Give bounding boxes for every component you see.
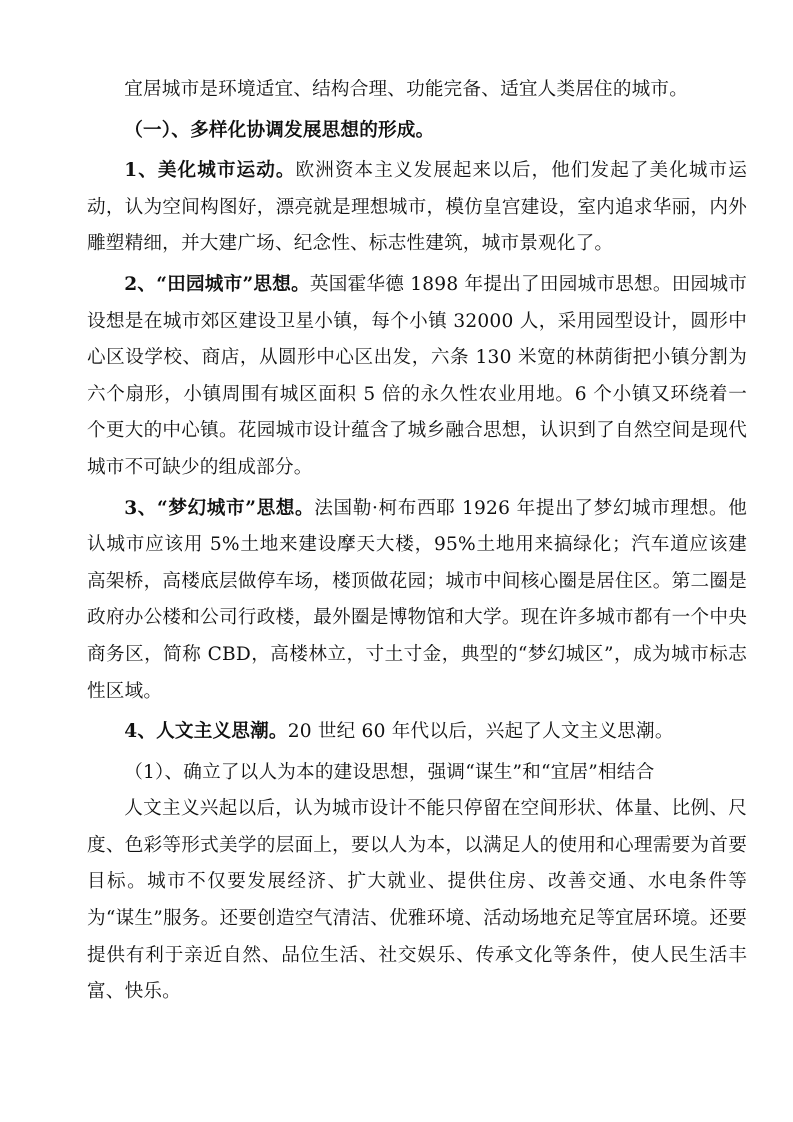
item-paragraph-4	[87, 714, 747, 751]
intro-paragraph: 宜居城市是环境适宜、结构合理、功能完备、适宜人类居住的城市。	[124, 79, 689, 100]
item-heading-2: 2、“田园城市”思想。	[124, 273, 310, 295]
item-text-4: 20 世纪 60 年代以后，兴起了人文主义思潮。	[287, 721, 674, 743]
item-paragraph-1	[87, 153, 747, 263]
closing-paragraph: 人文主义兴起以后，认为城市设计不能只停留在空间形状、体量、比例、尺度、色彩等形式美学的层面上，要以人为本，以满足人的使用和心理需要为首要目标。城市不仅要发展经济、扩大就业、提供住房、改善交通、水电条件等为“谋生”服务。还要创造空气清洁、优雅环境、活动场地充足等宜居环境。还要提供有利于亲近自然、品位生活、社交娱乐、传承文化等条件，使人民生活丰富、快乐。	[87, 798, 747, 1003]
item-text-2: 英国霍华德 1898 年提出了田园城市思想。田园城市设想是在城市郊区建设卫星小镇，每个小镇 32000 人，采用园型设计，圆形中心区设学校、商店，从圆形中心区出发，六条 130 米宽的林荫街把小镇分割为六个扇形，小镇周围有城区面积 5 倍的永久性农业用地。6 个小镇又环绕着一个更大的中心镇。花园城市设计蕴含了城乡融合思想，认识到了自然空间是现代城市不可缺少的组成部分。	[87, 273, 747, 478]
item-heading-4: 4、人文主义思潮。	[124, 721, 288, 743]
item-paragraph-3	[87, 491, 747, 711]
item-heading-1: 1、美化城市运动。	[124, 160, 296, 182]
item-heading-3: 3、“梦幻城市”思想。	[124, 497, 315, 519]
item-text-1: 欧洲资本主义发展起来以后，他们发起了美化城市运动，认为空间构图好，漂亮就是理想城市，模仿皇宫建设，室内追求华丽，内外雕塑精细，并大建广场、纪念性、标志性建筑，城市景观化了。	[87, 160, 747, 255]
document-page	[87, 72, 747, 1011]
subsection-title: （1）、确立了以人为本的建设思想，强调“谋生”和“宜居”相结合	[124, 761, 655, 783]
item-paragraph-2	[87, 267, 747, 487]
section-title: （一）、多样化协调发展思想的形成。	[124, 119, 435, 141]
item-text-3: 法国勒·柯布西耶 1926 年提出了梦幻城市理想。他认城市应该用 5%土地来建设摩天大楼，95%土地用来搞绿化；汽车道应该建高架桥，高楼底层做停车场，楼顶做花园；城市中间核心圈是居住区。第二圈是政府办公楼和公司行政楼，最外圈是博物馆和大学。现在许多城市都有一个中央商务区，简称 CBD，高楼林立，寸土寸金，典型的“梦幻城区”，成为城市标志性区域。	[87, 497, 747, 702]
